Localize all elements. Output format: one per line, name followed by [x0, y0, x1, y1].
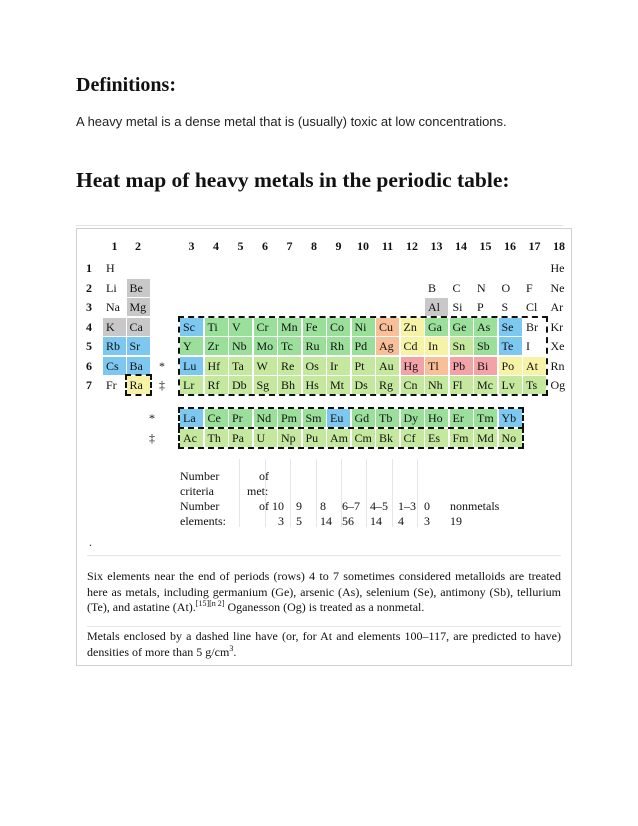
element-v: V [229, 318, 252, 336]
period-header: 2 [86, 280, 92, 295]
legend-elements-label-a: Number [180, 499, 220, 513]
legend-count-6: 3 [424, 514, 430, 528]
element-hf: Hf [205, 357, 228, 375]
element-hs: Hs [303, 376, 326, 394]
legend-criteria-7: nonmetals [450, 499, 500, 513]
element-sb: Sb [474, 337, 497, 355]
element-mc: Mc [474, 376, 497, 394]
element-os: Os [303, 357, 326, 375]
element-c: C [450, 279, 473, 297]
element-s: S [499, 298, 522, 316]
heatmap-heading: Heat map of heavy metals in the periodic table: [76, 168, 510, 192]
element-mo: Mo [254, 337, 277, 355]
group-header: 12 [406, 239, 418, 253]
element-tb: Tb [376, 409, 399, 427]
element-ce: Ce [205, 409, 228, 427]
period-header: 5 [86, 339, 92, 353]
element-sn: Sn [450, 337, 473, 355]
element-mn: Mn [278, 318, 301, 336]
period-header: 6 [86, 358, 92, 373]
element-ag: Ag [376, 337, 399, 355]
element-h: H [103, 259, 126, 277]
group-header: 13 [430, 239, 443, 253]
legend-elements-label-c: elements: [180, 514, 226, 528]
lanthanide-marker: * [159, 358, 165, 373]
element-o: O [499, 279, 522, 297]
element-as: As [474, 318, 497, 336]
element-pa: Pa [229, 429, 252, 447]
group-header: 8 [311, 239, 317, 253]
element-po: Po [499, 357, 522, 375]
element-rb: Rb [103, 337, 126, 355]
element-mg: Mg [127, 298, 150, 316]
element-fl: Fl [450, 376, 473, 394]
element-ge: Ge [450, 318, 473, 336]
element-cm: Cm [352, 429, 375, 447]
element-sm: Sm [303, 409, 326, 427]
element-ga: Ga [425, 318, 448, 336]
element-ba: Ba [127, 357, 150, 375]
element-zr: Zr [205, 337, 228, 355]
element-og: Og [548, 376, 571, 394]
element-rg: Rg [376, 376, 399, 394]
element-rf: Rf [205, 376, 228, 394]
group-header: 16 [504, 239, 516, 253]
legend-gridline [239, 459, 240, 527]
legend-elements-label-b: of [259, 499, 269, 513]
element-hg: Hg [401, 357, 424, 375]
group-header: 9 [335, 239, 342, 253]
element-gd: Gd [352, 409, 375, 427]
element-fm: Fm [450, 429, 473, 447]
note1-text-a: Six elements near the end of periods (rows) 4 to 7 sometimes considered metalloids are treated here as metals, including germanium (Ge), arsenic (As), selenium (Se), antimony (Sb), tellurium (Te), and astatine (At). [87, 569, 561, 614]
element-pt: Pt [352, 357, 375, 375]
element-u: U [254, 429, 277, 447]
element-pm: Pm [278, 409, 301, 427]
element-nb: Nb [229, 337, 252, 355]
element-be: Be [127, 279, 150, 297]
element-am: Am [327, 429, 350, 447]
element-yb: Yb [499, 409, 522, 427]
legend-criteria-label-b: of [259, 469, 269, 483]
legend-criteria-0: 10 [272, 499, 284, 513]
element-mt: Mt [327, 376, 350, 394]
element-xe: Xe [548, 337, 571, 355]
element-tl: Tl [425, 357, 448, 375]
element-cd: Cd [401, 337, 424, 355]
element-w: W [254, 357, 277, 375]
element-sc: Sc [180, 318, 203, 336]
element-ar: Ar [548, 298, 571, 316]
element-al: Al [425, 298, 448, 316]
element-ca: Ca [127, 318, 150, 336]
element-se: Se [499, 318, 522, 336]
legend-criteria-3: 6–7 [342, 499, 360, 513]
element-at: At [523, 357, 546, 375]
group-header: 17 [528, 239, 541, 253]
legend-criteria-5: 1–3 [398, 499, 416, 513]
element-ta: Ta [229, 357, 252, 375]
element-cr: Cr [254, 318, 277, 336]
actinide-marker-2: ‡ [149, 431, 155, 445]
divider [76, 225, 563, 226]
element-nh: Nh [425, 376, 448, 394]
definitions-text: A heavy metal is a dense metal that is (usually) toxic at low concentrations. [76, 114, 507, 129]
legend-gridline [417, 459, 418, 527]
element-p: P [474, 298, 497, 316]
element-k: K [103, 318, 126, 336]
periodic-table-box [76, 228, 572, 666]
period-header: 3 [86, 300, 92, 314]
group-header: 2 [135, 239, 141, 253]
legend-criteria-2: 8 [320, 499, 326, 513]
element-pb: Pb [450, 357, 473, 375]
element-pd: Pd [352, 337, 375, 355]
note1-citation[interactable]: [15][n 2] [195, 599, 225, 608]
element-ac: Ac [180, 429, 203, 447]
element-kr: Kr [548, 318, 571, 336]
element-md: Md [474, 429, 497, 447]
period-header: 7 [86, 378, 92, 392]
legend-gridline [392, 459, 393, 527]
period-header: 4 [86, 319, 92, 334]
element-rn: Rn [548, 357, 571, 375]
element-te: Te [499, 337, 522, 355]
element-ts: Ts [523, 376, 546, 394]
actinide-marker: ‡ [159, 378, 165, 392]
element-ra: Ra [127, 376, 150, 394]
legend-gridline [316, 459, 317, 527]
element-tc: Tc [278, 337, 301, 355]
element-ti: Ti [205, 318, 228, 336]
element-cs: Cs [103, 357, 126, 375]
legend-criteria-1: 9 [296, 499, 302, 513]
legend-criteria-label-a: Number [180, 469, 220, 483]
element-ne: Ne [548, 279, 571, 297]
element-n: N [474, 279, 497, 297]
element-tm: Tm [474, 409, 497, 427]
element-ru: Ru [303, 337, 326, 355]
notes-paragraph-1 [87, 569, 561, 616]
element-ni: Ni [352, 318, 375, 336]
element-la: La [180, 409, 203, 427]
element-cu: Cu [376, 318, 399, 336]
element-bh: Bh [278, 376, 301, 394]
legend-count-7: 19 [450, 514, 462, 528]
note1-text-b: Oganesson (Og) is treated as a nonmetal. [224, 600, 425, 614]
legend-criteria-label-c: criteria [180, 484, 214, 498]
element-b: B [425, 279, 448, 297]
element-cn: Cn [401, 376, 424, 394]
element-i: I [523, 337, 546, 355]
element-bi: Bi [474, 357, 497, 375]
element-cl: Cl [523, 298, 546, 316]
element-li: Li [103, 279, 126, 297]
element-lu: Lu [180, 357, 203, 375]
group-header: 1 [111, 239, 118, 253]
element-db: Db [229, 376, 252, 394]
element-er: Er [450, 409, 473, 427]
group-header: 10 [357, 239, 369, 253]
element-zn: Zn [401, 318, 424, 336]
element-nd: Nd [254, 409, 277, 427]
legend-count-2: 14 [320, 514, 332, 528]
legend-criteria-label-d: met: [247, 484, 269, 498]
period-header: 1 [86, 261, 92, 275]
group-header: 7 [286, 239, 293, 253]
notes-separator [87, 555, 561, 556]
group-header: 18 [553, 239, 565, 253]
element-no: No [499, 429, 522, 447]
legend-count-0: 3 [278, 514, 284, 528]
legend-gridline [290, 459, 291, 527]
element-bk: Bk [376, 429, 399, 447]
element-eu: Eu [327, 409, 350, 427]
group-header: 14 [455, 239, 467, 253]
element-re: Re [278, 357, 301, 375]
element-si: Si [450, 298, 473, 316]
legend-count-5: 4 [398, 514, 404, 528]
legend-criteria-6: 0 [424, 499, 430, 513]
element-pr: Pr [229, 409, 252, 427]
legend-count-3: 56 [342, 514, 354, 528]
element-in: In [425, 337, 448, 355]
notes-separator-2 [87, 626, 561, 627]
note2-text-a: Metals enclosed by a dashed line have (or, for At and elements 100–117, are predicted to have) densities of more than 5 g/cm [87, 629, 561, 659]
element-lr: Lr [180, 376, 203, 394]
element-ho: Ho [425, 409, 448, 427]
element-fe: Fe [303, 318, 326, 336]
group-header: 4 [213, 239, 219, 253]
element-y: Y [180, 337, 203, 355]
notes-paragraph-2 [87, 629, 561, 660]
legend-criteria-4: 4–5 [370, 499, 388, 513]
element-au: Au [376, 357, 399, 375]
element-pu: Pu [303, 429, 326, 447]
element-sr: Sr [127, 337, 150, 355]
stray-dot: . [89, 535, 92, 549]
element-ds: Ds [352, 376, 375, 394]
element-es: Es [425, 429, 448, 447]
element-f: F [523, 279, 546, 297]
note2-sup: 3 [229, 643, 234, 653]
element-cf: Cf [401, 429, 424, 447]
note2-text-b: . [233, 644, 237, 659]
element-th: Th [205, 429, 228, 447]
legend-gridline [366, 459, 367, 527]
group-header: 11 [381, 239, 394, 253]
legend-count-4: 14 [370, 514, 382, 528]
group-header: 5 [237, 239, 244, 253]
element-ir: Ir [327, 357, 350, 375]
group-header: 6 [262, 239, 268, 253]
group-header: 15 [479, 239, 492, 253]
lanthanide-marker-2: * [149, 411, 155, 425]
element-br: Br [523, 318, 546, 336]
element-sg: Sg [254, 376, 277, 394]
element-lv: Lv [499, 376, 522, 394]
element-co: Co [327, 318, 350, 336]
element-np: Np [278, 429, 301, 447]
legend-count-1: 5 [296, 514, 302, 528]
element-dy: Dy [401, 409, 424, 427]
group-header: 3 [188, 239, 195, 253]
element-na: Na [103, 298, 126, 316]
element-he: He [548, 259, 571, 277]
element-rh: Rh [327, 337, 350, 355]
definitions-heading: Definitions: [76, 74, 176, 96]
element-fr: Fr [103, 376, 126, 394]
